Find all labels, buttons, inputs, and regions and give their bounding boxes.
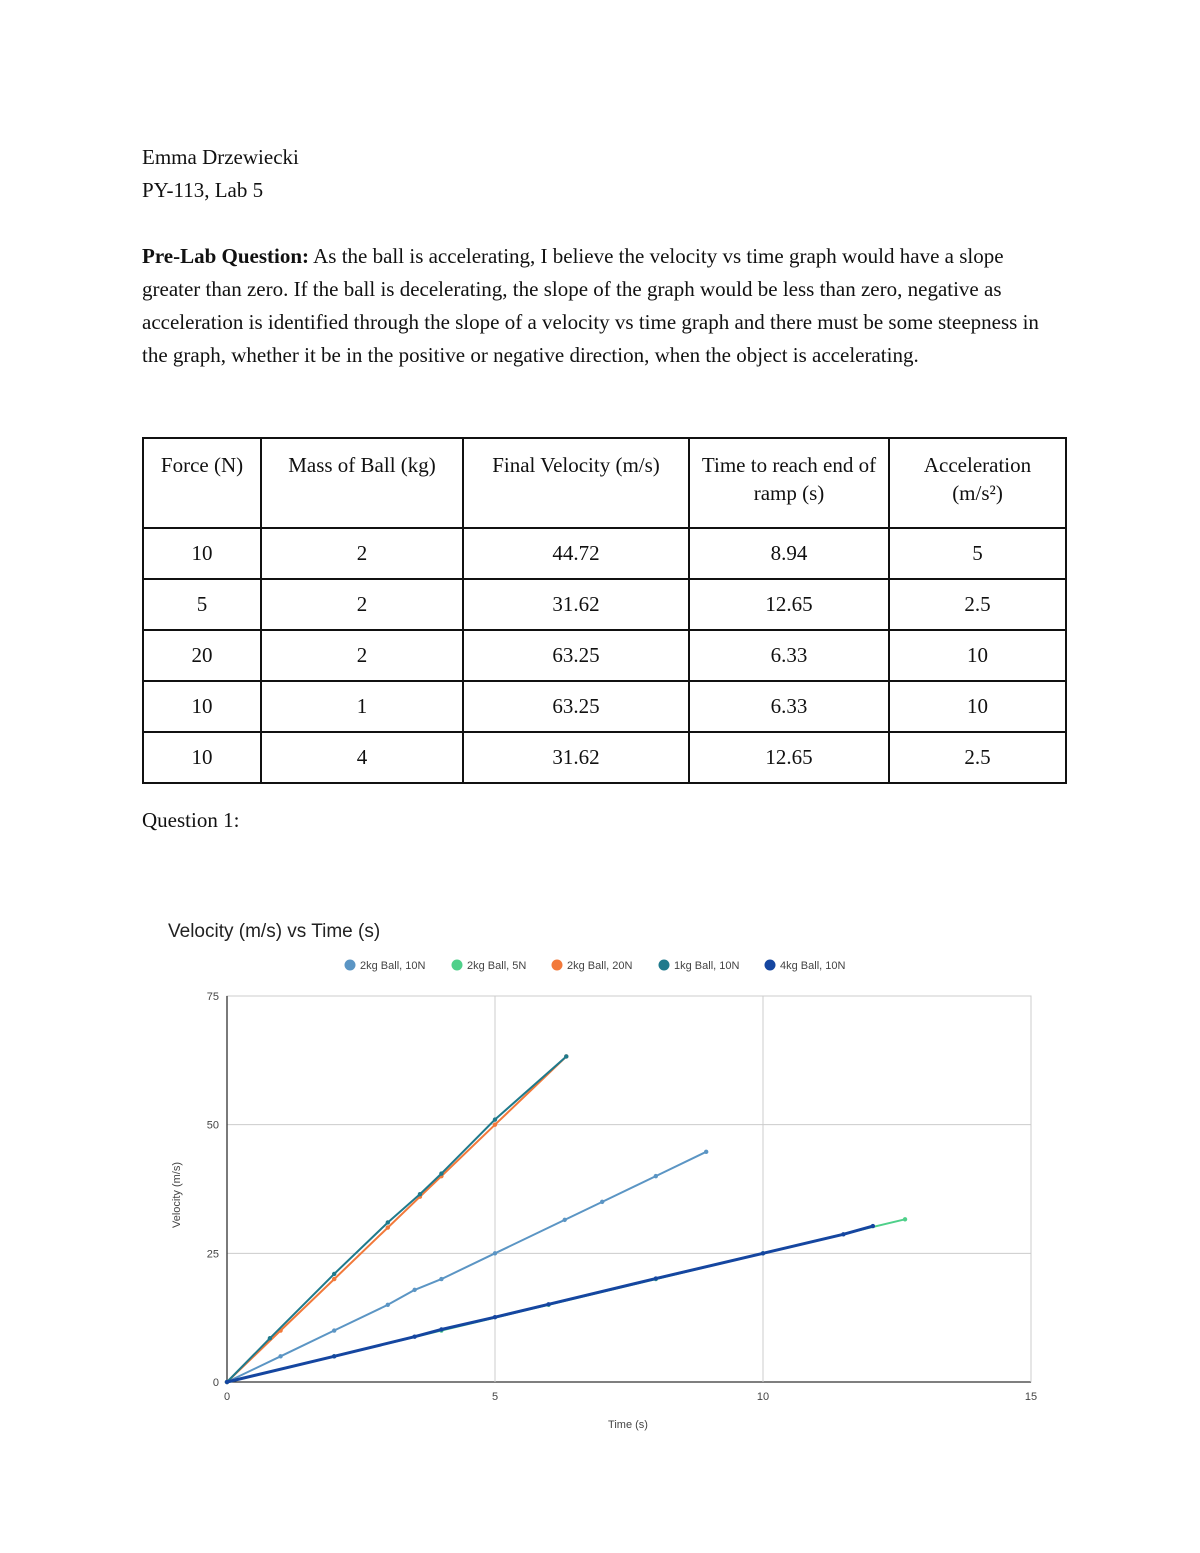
data-point xyxy=(418,1192,422,1196)
table-cell: 2 xyxy=(261,579,463,630)
table-cell: 31.62 xyxy=(463,732,689,783)
table-cell: 6.33 xyxy=(689,681,889,732)
table-cell: 5 xyxy=(889,528,1066,579)
legend-marker-1 xyxy=(345,960,356,971)
data-point xyxy=(654,1276,658,1280)
data-point xyxy=(841,1232,845,1236)
legend-marker-3 xyxy=(552,960,563,971)
table-cell: 31.62 xyxy=(463,579,689,630)
question-1-label: Question 1: xyxy=(142,808,240,832)
table-header-cell: Acceleration (m/s²) xyxy=(889,438,1066,528)
x-tick-label: 5 xyxy=(491,1391,499,1403)
table-cell: 10 xyxy=(889,630,1066,681)
data-point xyxy=(562,1218,566,1222)
table-cell: 12.65 xyxy=(689,579,889,630)
data-point xyxy=(332,1277,336,1281)
data-point xyxy=(439,1327,443,1331)
data-point xyxy=(225,1380,229,1384)
data-point xyxy=(704,1150,708,1154)
table-cell: 20 xyxy=(143,630,261,681)
x-tick-label: 10 xyxy=(756,1391,770,1403)
table-cell: 2 xyxy=(261,630,463,681)
y-tick-label: 75 xyxy=(206,991,219,1003)
data-point xyxy=(871,1224,875,1228)
y-axis-label: Velocity (m/s) xyxy=(171,1161,183,1229)
data-point xyxy=(439,1171,443,1175)
data-point xyxy=(493,1122,497,1126)
series-line-3 xyxy=(227,1057,566,1383)
prelab-text: As the ball is accelerating, I believe the velocity vs time graph would have a slope greater than zero. If the ball is decelerating, the slope of the graph would be less than zero, negative as acceleration is identified through the slope of a velocity vs time graph and there must be some steepness in the graph, whether it be in the positive or negative direction, when the object is accelerating. xyxy=(142,244,1039,367)
data-point xyxy=(903,1217,907,1221)
legend-label-1: 2kg Ball, 10N xyxy=(360,960,426,972)
legend-label-4: 1kg Ball, 10N xyxy=(674,960,740,972)
data-point xyxy=(493,1117,497,1121)
y-tick-label: 25 xyxy=(206,1248,219,1261)
table-cell: 2.5 xyxy=(889,579,1066,630)
table-cell: 5 xyxy=(143,579,261,630)
table-cell: 63.25 xyxy=(463,630,689,681)
data-point xyxy=(332,1272,336,1276)
series-line-1 xyxy=(227,1152,706,1382)
data-point xyxy=(600,1200,604,1204)
table-cell: 1 xyxy=(261,681,463,732)
x-axis-label: Time (s) xyxy=(608,1419,648,1431)
data-point xyxy=(268,1336,272,1340)
data-point xyxy=(332,1354,336,1358)
data-point xyxy=(761,1251,765,1255)
data-point xyxy=(332,1328,336,1332)
y-tick-label: 50 xyxy=(206,1119,219,1132)
data-point xyxy=(412,1335,416,1339)
chart-series-group xyxy=(225,1054,907,1384)
legend-marker-5 xyxy=(765,960,776,971)
table-cell: 10 xyxy=(143,528,261,579)
table-cell: 10 xyxy=(889,681,1066,732)
table-cell: 4 xyxy=(261,732,463,783)
table-cell: 63.25 xyxy=(463,681,689,732)
data-point xyxy=(412,1288,416,1292)
chart-title: Velocity (m/s) vs Time (s) xyxy=(168,921,381,942)
data-point xyxy=(386,1220,390,1224)
chart-ticks xyxy=(207,991,1037,1403)
course-label: PY-113, Lab 5 xyxy=(142,178,264,202)
table-header-cell: Mass of Ball (kg) xyxy=(261,438,463,528)
data-point xyxy=(546,1302,550,1306)
x-tick-label: 15 xyxy=(1024,1391,1038,1403)
author-name: Emma Drzewiecki xyxy=(142,145,299,169)
data-point xyxy=(564,1054,568,1058)
data-point xyxy=(386,1225,390,1229)
legend-label-5: 4kg Ball, 10N xyxy=(780,960,846,972)
table-cell: 6.33 xyxy=(689,630,889,681)
data-point xyxy=(493,1251,497,1255)
data-point xyxy=(493,1315,497,1319)
data-point xyxy=(439,1277,443,1281)
chart-legend xyxy=(345,960,846,973)
table-cell: 2.5 xyxy=(889,732,1066,783)
table-cell: 10 xyxy=(143,732,261,783)
data-point xyxy=(386,1303,390,1307)
table-cell: 8.94 xyxy=(689,528,889,579)
x-tick-label: 0 xyxy=(223,1391,231,1403)
table-header-cell: Final Velocity (m/s) xyxy=(463,438,689,528)
table-cell: 44.72 xyxy=(463,528,689,579)
data-point xyxy=(654,1174,658,1178)
legend-marker-2 xyxy=(452,960,463,971)
legend-marker-4 xyxy=(659,960,670,971)
table-header-cell: Force (N) xyxy=(143,438,261,528)
table-header-cell: Time to reach end of ramp (s) xyxy=(689,438,889,528)
table-cell: 12.65 xyxy=(689,732,889,783)
prelab-label: Pre-Lab Question: xyxy=(142,244,310,268)
legend-label-2: 2kg Ball, 5N xyxy=(467,960,527,972)
y-tick-label: 0 xyxy=(212,1377,219,1389)
legend-label-3: 2kg Ball, 20N xyxy=(567,960,633,972)
table-cell: 10 xyxy=(143,681,261,732)
table-cell: 2 xyxy=(261,528,463,579)
data-point xyxy=(278,1354,282,1358)
